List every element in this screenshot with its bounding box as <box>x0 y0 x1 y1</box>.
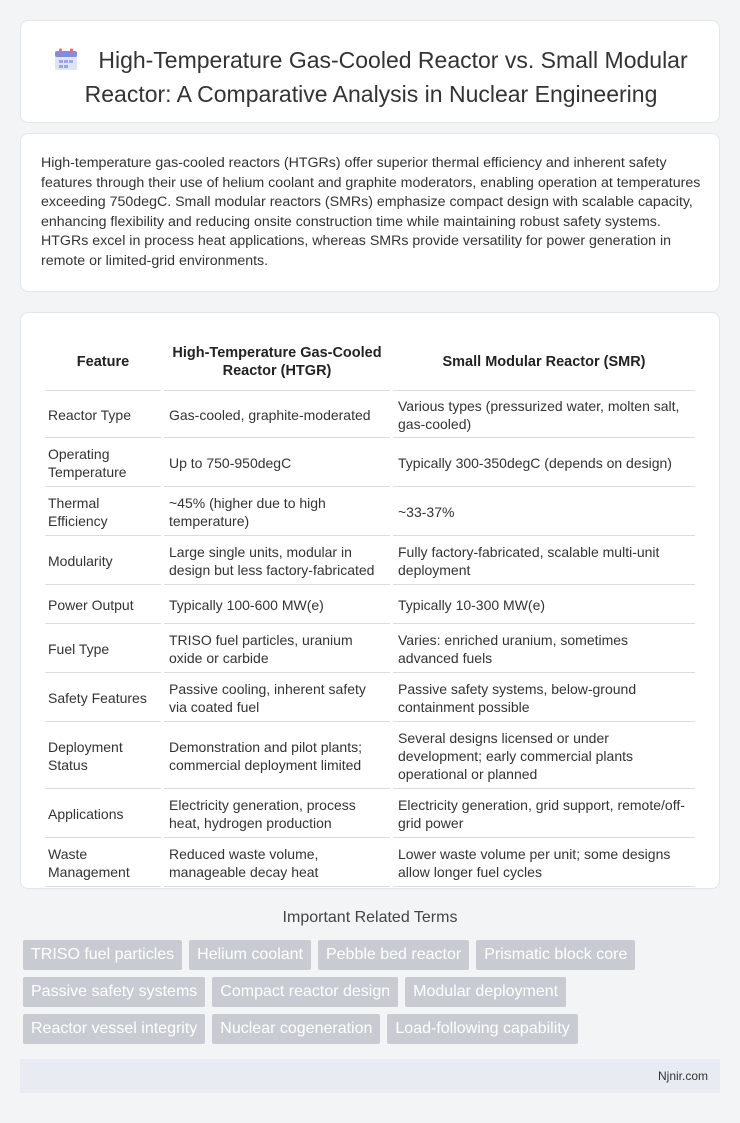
cell-smr: Various types (pressurized water, molten salt, gas-cooled) <box>393 393 695 438</box>
cell-htgr: Gas-cooled, graphite-moderated <box>164 393 390 438</box>
table-row <box>45 538 695 585</box>
calendar-icon <box>54 48 78 79</box>
cell-feature: Applications <box>45 791 161 838</box>
term-tag[interactable]: Helium coolant <box>189 940 311 970</box>
cell-htgr: ~45% (higher due to high temperature) <box>164 489 390 536</box>
cell-smr: Lower waste volume per unit; some designs allow longer fuel cycles <box>393 840 695 887</box>
table-row <box>45 626 695 673</box>
cell-feature: Safety Features <box>45 675 161 722</box>
table-row <box>45 840 695 887</box>
footer-site[interactable]: Njnir.com <box>657 1069 708 1083</box>
cell-smr: Fully factory-fabricated, scalable multi-unit deployment <box>393 538 695 585</box>
cell-smr: Several designs licensed or under development; early commercial plants operational or planned <box>393 724 695 789</box>
cell-feature: Power Output <box>45 587 161 624</box>
table-row <box>45 675 695 722</box>
cell-htgr: Large single units, modular in design but less factory-fabricated <box>164 538 390 585</box>
cell-smr: Varies: enriched uranium, sometimes advanced fuels <box>393 626 695 673</box>
cell-feature: Reactor Type <box>45 393 161 438</box>
cell-smr: Typically 10-300 MW(e) <box>393 587 695 624</box>
term-tag[interactable]: Compact reactor design <box>212 977 398 1007</box>
cell-smr: ~33-37% <box>393 489 695 536</box>
cell-smr: Passive safety systems, below-ground containment possible <box>393 675 695 722</box>
footer <box>20 1059 720 1093</box>
cell-feature: Modularity <box>45 538 161 585</box>
cell-feature: Thermal Efficiency <box>45 489 161 536</box>
table-header-row <box>45 333 695 391</box>
term-tag[interactable]: Pebble bed reactor <box>318 940 469 970</box>
title-text: High-Temperature Gas-Cooled Reactor vs. Small Modular Reactor: A Comparative Analysis in Nuclear Engineering <box>84 47 688 107</box>
page-title <box>41 45 701 109</box>
header-feature: Feature <box>45 333 161 391</box>
related-terms <box>23 940 723 1044</box>
comparison-table <box>42 331 698 889</box>
table-row <box>45 393 695 438</box>
cell-smr: Electricity generation, grid support, remote/off-grid power <box>393 791 695 838</box>
term-tag[interactable]: Load-following capability <box>387 1014 577 1044</box>
table-row <box>45 489 695 536</box>
table-row <box>45 587 695 624</box>
cell-htgr: Passive cooling, inherent safety via coated fuel <box>164 675 390 722</box>
related-terms-title: Important Related Terms <box>282 909 458 926</box>
header-htgr: High-Temperature Gas-Cooled Reactor (HTGR) <box>164 333 390 391</box>
comparison-table-card <box>20 312 720 889</box>
cell-htgr: Reduced waste volume, manageable decay heat <box>164 840 390 887</box>
term-tag[interactable]: Nuclear cogeneration <box>212 1014 380 1044</box>
summary-card <box>20 133 720 292</box>
term-tag[interactable]: Reactor vessel integrity <box>23 1014 205 1044</box>
summary-text: High-temperature gas-cooled reactors (HTGRs) offer superior thermal efficiency and inherent safety features through their use of helium coolant and graphite moderators, enabling operation at temperatures exceeding 750degC. Small modular reactors (SMRs) emphasize compact design with scalable capacity, enhancing flexibility and reducing onsite construction time while maintaining robust safety systems. HTGRs excel in process heat applications, whereas SMRs provide versatility for power generation in remote or limited-grid environments. <box>41 155 701 269</box>
cell-htgr: TRISO fuel particles, uranium oxide or carbide <box>164 626 390 673</box>
cell-htgr: Demonstration and pilot plants; commercial deployment limited <box>164 724 390 789</box>
table-row <box>45 724 695 789</box>
cell-htgr: Electricity generation, process heat, hydrogen production <box>164 791 390 838</box>
cell-feature: Deployment Status <box>45 724 161 789</box>
term-tag[interactable]: Prismatic block core <box>476 940 635 970</box>
table-row <box>45 791 695 838</box>
term-tag[interactable]: Passive safety systems <box>23 977 205 1007</box>
cell-smr: Typically 300-350degC (depends on design) <box>393 440 695 487</box>
cell-htgr: Typically 100-600 MW(e) <box>164 587 390 624</box>
cell-feature: Fuel Type <box>45 626 161 673</box>
header-smr: Small Modular Reactor (SMR) <box>393 333 695 391</box>
title-card <box>20 20 720 123</box>
table-row <box>45 440 695 487</box>
cell-htgr: Up to 750-950degC <box>164 440 390 487</box>
term-tag[interactable]: TRISO fuel particles <box>23 940 182 970</box>
term-tag[interactable]: Modular deployment <box>405 977 566 1007</box>
cell-feature: Operating Temperature <box>45 440 161 487</box>
cell-feature: Waste Management <box>45 840 161 887</box>
